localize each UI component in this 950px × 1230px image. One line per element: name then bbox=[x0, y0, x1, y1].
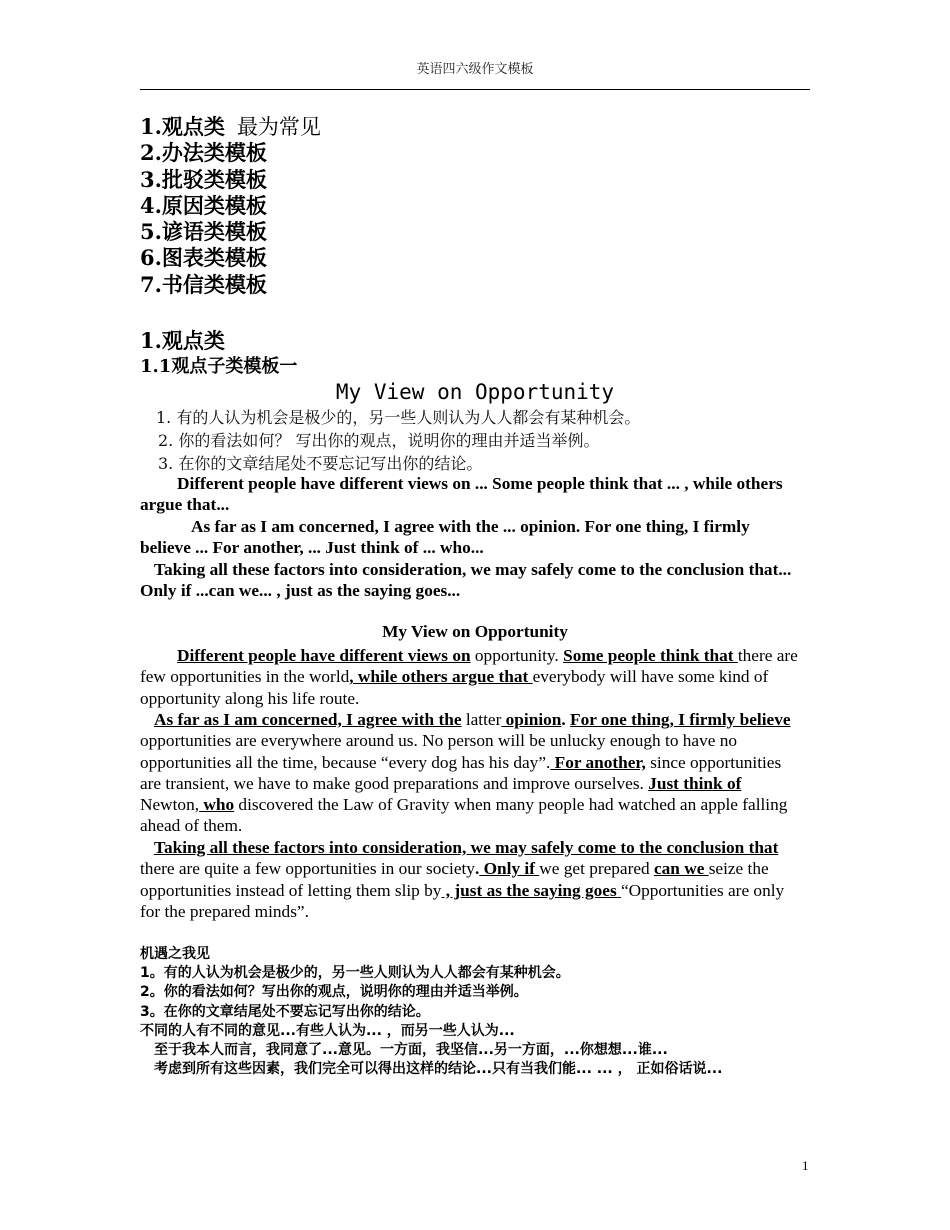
essay-phrase: opinion bbox=[501, 710, 562, 729]
header-rule bbox=[140, 89, 810, 90]
essay-text: . bbox=[474, 859, 480, 879]
chinese-line: 不同的人有不同的意见...有些人认为... ，而另一些人认为... bbox=[140, 1022, 515, 1039]
essay-phrase: , just as the saying goes bbox=[441, 880, 621, 900]
template-paragraph-3: Taking all these factors into consideration, we may safely come to the conclusion that... Only if ...can we... , just as the saying goes... bbox=[140, 560, 792, 601]
chinese-line: 1。有的人认为机会是极少的，另一些人则认为人人都会有某种机会。 bbox=[140, 965, 570, 982]
essay-phrase: Taking all these factors into consideration, we may safely come to the conclusion that bbox=[154, 838, 779, 857]
essay-paragraph-1 bbox=[140, 645, 800, 709]
toc-item: 5.谚语类模板 bbox=[140, 219, 267, 245]
essay-phrase: can we bbox=[653, 859, 709, 879]
toc-item-label: 1.观点类 bbox=[140, 114, 225, 139]
chinese-line: 机遇之我见 bbox=[140, 946, 210, 962]
essay-phrase: For one thing, I firmly believe bbox=[570, 710, 791, 729]
essay-phrase: For another, bbox=[550, 752, 646, 772]
essay-phrase: As far as I am concerned, I agree with the bbox=[154, 710, 462, 729]
toc-item: 7.书信类模板 bbox=[140, 271, 267, 297]
essay-text: opportunities are everywhere around us. No person will be unlucky enough to have no opportunities all the time, because “every dog has his day”. bbox=[140, 731, 738, 772]
table-of-contents bbox=[140, 114, 321, 298]
toc-item bbox=[140, 114, 321, 140]
essay-text: latter bbox=[461, 710, 502, 729]
requirement-line: 3. 在你的文章结尾处不要忘记写出你的结论。 bbox=[158, 454, 483, 473]
page-number: 1 bbox=[802, 1158, 809, 1173]
essay-phrase: who bbox=[199, 795, 235, 815]
essay-text: we get prepared bbox=[539, 859, 654, 879]
chinese-translation bbox=[140, 945, 820, 1079]
requirement-line: 1. 有的人认为机会是极少的，另一些人则认为人人都会有某种机会。 bbox=[156, 408, 641, 427]
essay-text: “Opportunities are only for the prepared minds”. bbox=[140, 880, 785, 921]
chinese-line: 考虑到所有这些因素，我们完全可以得出这样的结论...只有当我们能... ... ， 正如俗话说... bbox=[154, 1061, 723, 1078]
chinese-line: 3。在你的文章结尾处不要忘记写出你的结论。 bbox=[140, 1003, 430, 1020]
template-paragraph-2: As far as I am concerned, I agree with the ... opinion. For one thing, I firmly believe ... For another, ... Just think of ... who... bbox=[140, 517, 750, 558]
essay-text: discovered the Law of Gravity when many people had watched an apple falling ahead of them. bbox=[140, 795, 788, 836]
essay-text: seize the opportunities instead of letting them slip by bbox=[140, 859, 769, 900]
essay-text: Newton, bbox=[140, 795, 200, 815]
essay-text: since opportunities are transient, we have to make good preparations and improve ourselves. bbox=[140, 752, 782, 793]
section-subtitle: 1.1观点子类模板一 bbox=[140, 356, 298, 377]
toc-item: 2.办法类模板 bbox=[140, 140, 267, 166]
essay-phrase: Just think of bbox=[648, 773, 742, 793]
toc-item: 6.图表类模板 bbox=[140, 245, 267, 271]
template-title: My View on Opportunity bbox=[335, 380, 615, 404]
essay-phrase: , while others argue that bbox=[349, 667, 533, 687]
essay-text: . bbox=[561, 710, 571, 729]
chinese-line: 至于我本人而言，我同意了...意见。一方面，我坚信...另一方面，...你想想...谁... bbox=[154, 1042, 668, 1059]
essay-paragraph-3 bbox=[140, 837, 800, 922]
toc-item: 3.批驳类模板 bbox=[140, 166, 267, 192]
essay-text: opportunity. bbox=[470, 646, 564, 665]
essay-phrase: Only if bbox=[479, 859, 540, 879]
essay-phrase: Different people have different views on bbox=[177, 646, 471, 665]
essay-text: there are few opportunities in the world bbox=[140, 646, 798, 687]
section-title: 1.观点类 bbox=[140, 328, 225, 353]
essay-text: there are quite a few opportunities in our society bbox=[140, 859, 475, 879]
chinese-line: 2。你的看法如何？写出你的观点，说明你的理由并适当举例。 bbox=[140, 984, 528, 1001]
template-paragraph-1: Different people have different views on ... Some people think that ... , while others argue that... bbox=[140, 474, 783, 515]
essay-text: everybody will have some kind of opportunity along his life route. bbox=[140, 667, 769, 708]
toc-item: 4.原因类模板 bbox=[140, 192, 267, 218]
page-header: 英语四六级作文模板 bbox=[416, 62, 534, 77]
requirement-line: 2. 你的看法如何？ 写出你的观点，说明你的理由并适当举例。 bbox=[158, 431, 600, 450]
essay-paragraph-2 bbox=[140, 709, 800, 837]
toc-item-note: 最为常见 bbox=[236, 115, 321, 139]
essay-phrase: Some people think that bbox=[563, 646, 738, 665]
essay-title: My View on Opportunity bbox=[382, 622, 568, 641]
